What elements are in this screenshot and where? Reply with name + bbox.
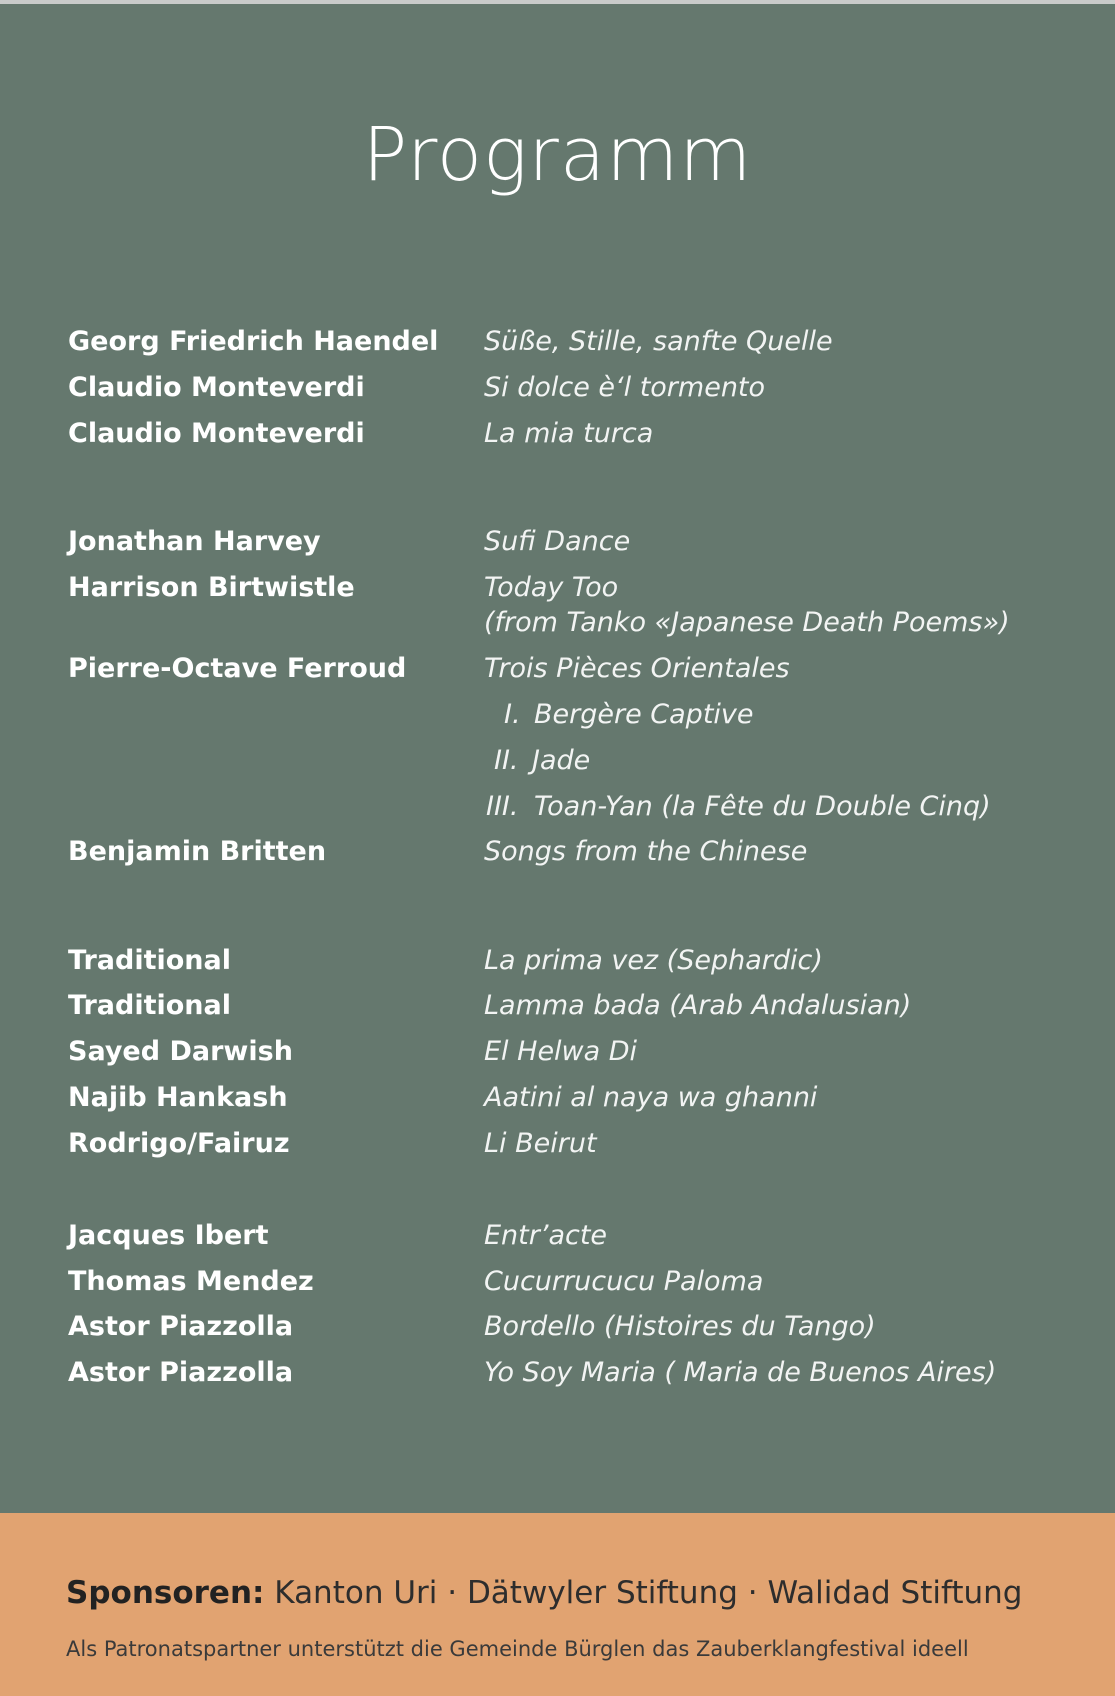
composer-name: Jonathan Harvey [68,526,321,557]
movement-row [0,741,1115,781]
movement-number: II. [494,745,519,776]
sponsors-names: Kanton Uri · Dätwyler Stiftung · Walidad Stiftung [274,1575,1023,1611]
work-title: Aatini al naya wa ghanni [484,1082,818,1113]
work-title: El Helwa Di [484,1036,638,1067]
composer-name: Jacques Ibert [68,1220,269,1251]
movement-title: Jade [532,745,591,776]
program-row [0,1262,1115,1302]
work-title: Entr’acte [484,1220,608,1251]
composer-name: Traditional [68,990,231,1021]
movement-row [0,695,1115,735]
work-title: Lamma bada (Arab Andalusian) [484,990,912,1021]
composer-name: Harrison Birtwistle [68,572,355,603]
composer-name: Najib Hankash [68,1082,288,1113]
program-row [0,649,1115,689]
work-title: Songs from the Chinese [484,836,808,867]
sponsors-label: Sponsoren: [66,1575,265,1611]
work-title: Si dolce è‘l tormento [484,372,766,403]
program-row [0,568,1115,608]
composer-name: Sayed Darwish [68,1036,293,1067]
composer-name: Georg Friedrich Haendel [68,326,439,357]
movement-title: Bergère Captive [534,699,754,730]
program-row-continuation [0,603,1115,643]
program-row [0,368,1115,408]
program-row [0,1353,1115,1393]
composer-name: Pierre-Octave Ferroud [68,653,407,684]
program-row [0,832,1115,872]
program-row [0,522,1115,562]
program-row [0,1216,1115,1256]
program-row [0,1307,1115,1347]
work-title: La prima vez (Sephardic) [484,945,823,976]
composer-name: Astor Piazzolla [68,1357,294,1388]
work-title: Süße, Stille, sanfte Quelle [484,326,833,357]
top-edge-line [0,0,1115,4]
movement-number: I. [504,699,521,730]
program-row [0,1078,1115,1118]
work-title: Sufi Dance [484,526,631,557]
program-row [0,941,1115,981]
composer-name: Claudio Monteverdi [68,418,365,449]
work-title: La mia turca [484,418,654,449]
composer-name: Rodrigo/Fairuz [68,1128,290,1159]
patronage-note: Als Patronatspartner unterstützt die Gemeinde Bürglen das Zauberklangfestival ideell [66,1637,969,1661]
movement-title: Toan-Yan (la Fête du Double Cinq) [534,791,991,822]
composer-name: Traditional [68,945,231,976]
work-title: Yo Soy Maria ( Maria de Buenos Aires) [484,1357,997,1388]
movement-row [0,787,1115,827]
work-subtitle: (from Tanko «Japanese Death Poems») [484,607,1010,638]
movement-number: III. [486,791,519,822]
work-title: Cucurrucucu Paloma [484,1266,764,1297]
page-title: Programm [362,112,753,198]
work-title: Bordello (Histoires du Tango) [484,1311,876,1342]
work-title: Trois Pièces Orientales [484,653,790,684]
program-row [0,322,1115,362]
program-row [0,1124,1115,1164]
composer-name: Thomas Mendez [68,1266,314,1297]
composer-name: Astor Piazzolla [68,1311,294,1342]
work-title: Li Beirut [484,1128,597,1159]
program-row [0,986,1115,1026]
program-row [0,1032,1115,1072]
composer-name: Benjamin Britten [68,836,327,867]
sponsors-line [66,1573,1023,1613]
composer-name: Claudio Monteverdi [68,372,365,403]
program-row [0,414,1115,454]
work-title: Today Too [484,572,619,603]
sponsor-footer [0,1513,1115,1696]
